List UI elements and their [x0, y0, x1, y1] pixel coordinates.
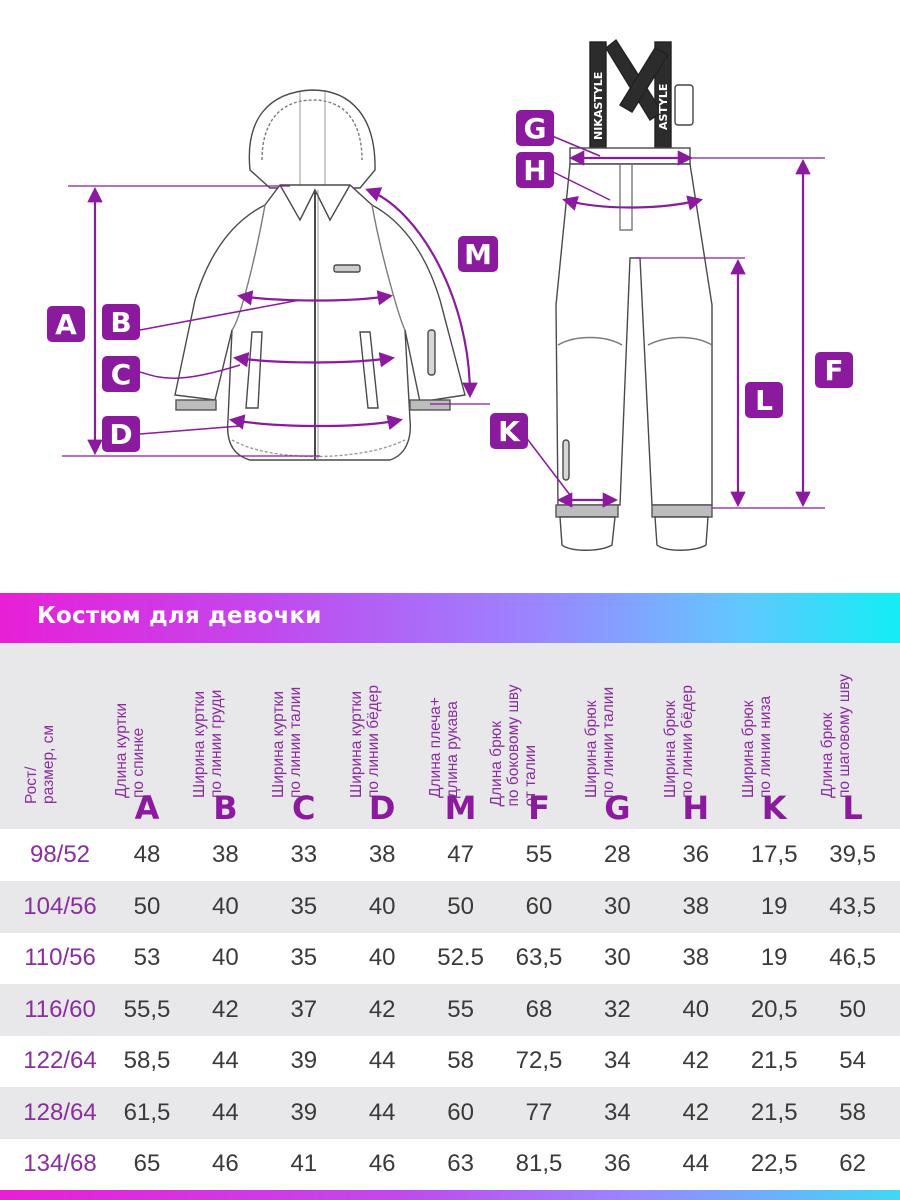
banner-title: Костюм для девочки: [37, 603, 322, 629]
header-letter-B: B: [213, 789, 238, 827]
label-D: [102, 416, 140, 452]
cell-D: 38: [368, 841, 396, 868]
cell-D: 42: [368, 995, 396, 1023]
header-size: [23, 643, 87, 829]
jacket-drawing: [175, 90, 465, 460]
cell-H: 38: [682, 944, 710, 971]
header-letter-G: G: [604, 789, 631, 827]
table-row: [0, 829, 900, 881]
svg-text:H: H: [523, 154, 547, 187]
size-table: [0, 643, 900, 1191]
cell-M: 58: [447, 1047, 474, 1074]
svg-text:F: F: [824, 354, 844, 387]
svg-text:M: M: [464, 238, 492, 271]
svg-text:L: L: [755, 384, 773, 417]
cell-G: 36: [604, 1150, 631, 1177]
cell-K: 17,5: [750, 841, 798, 868]
header-letter-M: M: [444, 789, 477, 827]
label-K: [490, 413, 528, 449]
table-row: [0, 881, 900, 933]
cell-K: 21,5: [750, 1098, 798, 1126]
cell-C: 41: [290, 1150, 318, 1177]
cell-K: 19: [760, 892, 788, 920]
cell-H: 42: [682, 1047, 710, 1074]
header-col-L: [813, 643, 893, 829]
cell-H: 36: [682, 841, 710, 868]
cell-G: 34: [604, 1047, 631, 1074]
cell-L: 62: [839, 1150, 866, 1177]
cell-F: 55: [525, 841, 553, 868]
header-label-K: Ширина брюк по линии низа: [740, 695, 775, 798]
cell-B: 46: [212, 1150, 239, 1177]
header-label-G: Ширина брюк по линии талии: [583, 686, 618, 798]
cell-B: 42: [212, 995, 239, 1023]
pants-drawing: [556, 40, 712, 550]
header-col-H: [656, 643, 736, 829]
header-col-G: [577, 643, 657, 829]
header-label-H: Ширина брюк по линии бёдер: [661, 685, 696, 798]
strap-text-right: ASTYLE: [657, 83, 670, 130]
cell-H: 40: [682, 995, 710, 1023]
cell-D: 40: [368, 944, 396, 971]
cell-M: 47: [447, 841, 474, 868]
header-col-C: [264, 643, 344, 829]
cell-D: 44: [368, 1047, 396, 1074]
cell-D: 40: [368, 892, 396, 920]
svg-text:G: G: [523, 112, 547, 145]
cell-size: 98/52: [29, 841, 91, 868]
table-row: [0, 1087, 900, 1139]
table-row: [0, 984, 900, 1036]
label-C: [102, 356, 140, 392]
cell-H: 42: [682, 1098, 710, 1126]
cell-size: 116/60: [24, 995, 96, 1023]
svg-text:K: K: [498, 415, 520, 448]
cell-A: 58,5: [123, 1047, 171, 1074]
garment-diagram: [0, 0, 900, 580]
cell-D: 46: [368, 1150, 396, 1177]
cell-G: 32: [604, 995, 631, 1023]
header-col-A: [107, 643, 187, 829]
cell-B: 40: [212, 892, 239, 920]
title-banner: [0, 593, 900, 643]
cell-C: 37: [290, 995, 318, 1023]
header-col-F: [488, 643, 579, 829]
label-L: [745, 382, 783, 418]
cell-H: 38: [682, 892, 710, 920]
label-G: [516, 110, 554, 146]
header-letter-C: C: [292, 789, 316, 827]
cell-K: 20,5: [750, 995, 798, 1023]
cell-L: 54: [839, 1047, 866, 1074]
cell-B: 44: [212, 1047, 239, 1074]
cell-C: 39: [290, 1047, 318, 1074]
cell-C: 35: [290, 892, 318, 920]
strap-text-left: NIKASTYLE: [592, 71, 605, 140]
header-label-C: Ширина куртки по линии талии: [269, 686, 304, 798]
cell-F: 63,5: [515, 944, 563, 971]
cell-A: 61,5: [123, 1098, 171, 1126]
svg-text:A: A: [55, 308, 77, 341]
label-A: [47, 306, 85, 342]
bottom-gradient-bar: [0, 1190, 900, 1200]
label-F: [815, 352, 853, 388]
cell-M: 63: [447, 1150, 474, 1177]
cell-A: 50: [133, 892, 161, 920]
table-header: [0, 643, 900, 829]
header-label-F: Длина брюк по боковому шву от талии: [488, 684, 539, 807]
cell-F: 81,5: [515, 1150, 563, 1177]
cell-C: 33: [290, 841, 318, 868]
cell-M: 55: [447, 995, 474, 1023]
svg-text:C: C: [110, 358, 132, 391]
cell-G: 28: [604, 841, 631, 868]
header-col-K: [734, 643, 814, 829]
label-H: [516, 152, 554, 188]
header-letter-D: D: [368, 789, 396, 827]
cell-L: 58: [839, 1098, 866, 1126]
table-row: [0, 1035, 900, 1087]
cell-B: 40: [212, 944, 239, 971]
cell-A: 65: [133, 1150, 161, 1177]
svg-text:D: D: [109, 418, 133, 451]
cell-F: 72,5: [515, 1047, 563, 1074]
cell-H: 44: [682, 1150, 710, 1177]
header-label-M: Длина плеча+ длина рукава: [426, 697, 461, 798]
cell-K: 19: [760, 944, 788, 971]
cell-L: 43,5: [829, 892, 876, 920]
cell-G: 30: [604, 944, 631, 971]
cell-A: 53: [133, 944, 161, 971]
cell-F: 60: [525, 892, 553, 920]
cell-A: 55,5: [123, 995, 171, 1023]
header-label-A: Длина куртки по спинке: [113, 702, 147, 798]
header-letter-H: H: [682, 789, 710, 827]
cell-M: 50: [447, 892, 474, 920]
header-label-B: Ширина куртки по линии груди: [191, 689, 226, 798]
cell-L: 46,5: [829, 944, 876, 971]
label-B: [102, 304, 140, 340]
cell-C: 39: [290, 1098, 318, 1126]
cell-F: 77: [525, 1098, 553, 1126]
table-row: [0, 932, 900, 984]
cell-C: 35: [290, 944, 318, 971]
cell-K: 22,5: [750, 1150, 798, 1177]
header-letter-K: K: [761, 789, 787, 827]
header-letter-F: F: [528, 789, 550, 827]
cell-K: 21,5: [750, 1047, 798, 1074]
cell-size: 110/56: [24, 944, 96, 971]
cell-D: 44: [368, 1098, 396, 1126]
cell-L: 39,5: [829, 841, 876, 868]
table-row: [0, 1138, 900, 1190]
cell-size: 134/68: [23, 1150, 97, 1177]
header-letter-L: L: [842, 789, 863, 827]
cell-G: 34: [604, 1098, 631, 1126]
header-size-label: Рост/ размер, см: [23, 724, 57, 804]
cell-B: 44: [212, 1098, 239, 1126]
cell-G: 30: [604, 892, 631, 920]
cell-size: 122/64: [23, 1047, 97, 1074]
header-letter-A: A: [134, 789, 160, 827]
cell-size: 128/64: [23, 1098, 97, 1126]
cell-M: 60: [447, 1098, 474, 1126]
cell-B: 38: [212, 841, 239, 868]
cell-M: 52.5: [437, 944, 484, 971]
header-col-D: [342, 643, 422, 829]
cell-L: 50: [839, 995, 866, 1023]
cell-A: 48: [133, 841, 161, 868]
cell-F: 68: [525, 995, 553, 1023]
header-label-D: Ширина куртки по линии бёдер: [348, 685, 383, 798]
label-M: [458, 236, 498, 272]
svg-text:B: B: [110, 306, 132, 339]
cell-size: 104/56: [23, 892, 97, 920]
header-label-L: Длина брюк по шаговому шву: [818, 674, 853, 798]
header-col-B: [185, 643, 265, 829]
